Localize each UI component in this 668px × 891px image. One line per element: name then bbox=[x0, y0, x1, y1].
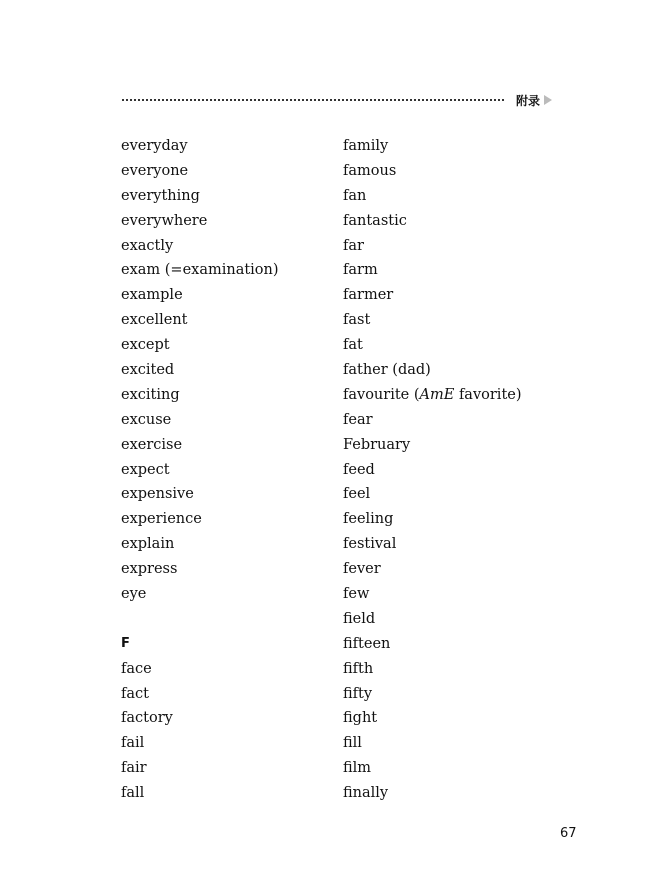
word-item: express bbox=[121, 561, 178, 578]
word-item: fan bbox=[343, 187, 367, 204]
variant-word: favorite) bbox=[458, 386, 522, 403]
word-item: fail bbox=[121, 735, 145, 752]
word-item: festival bbox=[343, 536, 397, 553]
word-item: excuse bbox=[121, 411, 172, 428]
word-item: explain bbox=[121, 536, 175, 553]
dotted-rule bbox=[122, 99, 504, 101]
word-item: exercise bbox=[121, 436, 183, 453]
word-item: fear bbox=[343, 411, 373, 428]
word-item: fast bbox=[343, 312, 371, 329]
word-item: fall bbox=[121, 785, 145, 802]
word-item: except bbox=[121, 337, 170, 354]
word-item: fever bbox=[343, 561, 381, 578]
word-item: fat bbox=[343, 337, 363, 354]
variant-label: AmE bbox=[419, 386, 455, 403]
word-item: everything bbox=[121, 187, 200, 204]
page-header bbox=[122, 92, 554, 108]
word-item: fifth bbox=[343, 660, 374, 677]
word-item: farm bbox=[343, 262, 378, 279]
word-item: fantastic bbox=[343, 212, 407, 229]
right-triangle-icon bbox=[544, 95, 552, 105]
word-list-right bbox=[343, 134, 522, 806]
word-item: experience bbox=[121, 511, 202, 528]
word-item: fifty bbox=[343, 685, 373, 702]
word-item-favourite bbox=[343, 383, 522, 408]
word-item: few bbox=[343, 586, 370, 603]
word-item: exciting bbox=[121, 386, 180, 403]
word-item: feel bbox=[343, 486, 371, 503]
word-item: expect bbox=[121, 461, 170, 478]
word-item: factory bbox=[121, 710, 173, 727]
word-item: expensive bbox=[121, 486, 194, 503]
word-list-left bbox=[121, 134, 279, 806]
word-item: exactly bbox=[121, 237, 174, 254]
word-item: February bbox=[343, 436, 411, 453]
word-item: film bbox=[343, 760, 372, 777]
section-letter: F bbox=[121, 635, 130, 651]
word-item: everywhere bbox=[121, 212, 208, 229]
word-item: field bbox=[343, 610, 376, 627]
word-item: fight bbox=[343, 710, 378, 727]
word-item: eye bbox=[121, 586, 147, 603]
word-item: face bbox=[121, 660, 152, 677]
word-item: feed bbox=[343, 461, 375, 478]
blank-line bbox=[121, 607, 279, 632]
section-label: 附录 bbox=[515, 94, 540, 108]
word-item: fill bbox=[343, 735, 362, 752]
word-item: father (dad) bbox=[343, 362, 431, 379]
word-item: fifteen bbox=[343, 635, 391, 652]
word-item: excited bbox=[121, 362, 175, 379]
word-item: fact bbox=[121, 685, 149, 702]
word-item: exam (=examination) bbox=[121, 262, 279, 279]
word-item: feeling bbox=[343, 511, 394, 528]
page-number: 67 bbox=[560, 826, 577, 841]
word-text: favourite ( bbox=[343, 386, 420, 403]
word-item: farmer bbox=[343, 287, 394, 304]
word-item: far bbox=[343, 237, 364, 254]
word-item: everyone bbox=[121, 162, 189, 179]
word-item: example bbox=[121, 287, 183, 304]
word-item: excellent bbox=[121, 312, 188, 329]
word-item: family bbox=[343, 138, 389, 154]
word-item: finally bbox=[343, 785, 389, 802]
word-item: famous bbox=[343, 162, 397, 179]
word-item: everyday bbox=[121, 138, 188, 154]
word-item: fair bbox=[121, 760, 147, 777]
